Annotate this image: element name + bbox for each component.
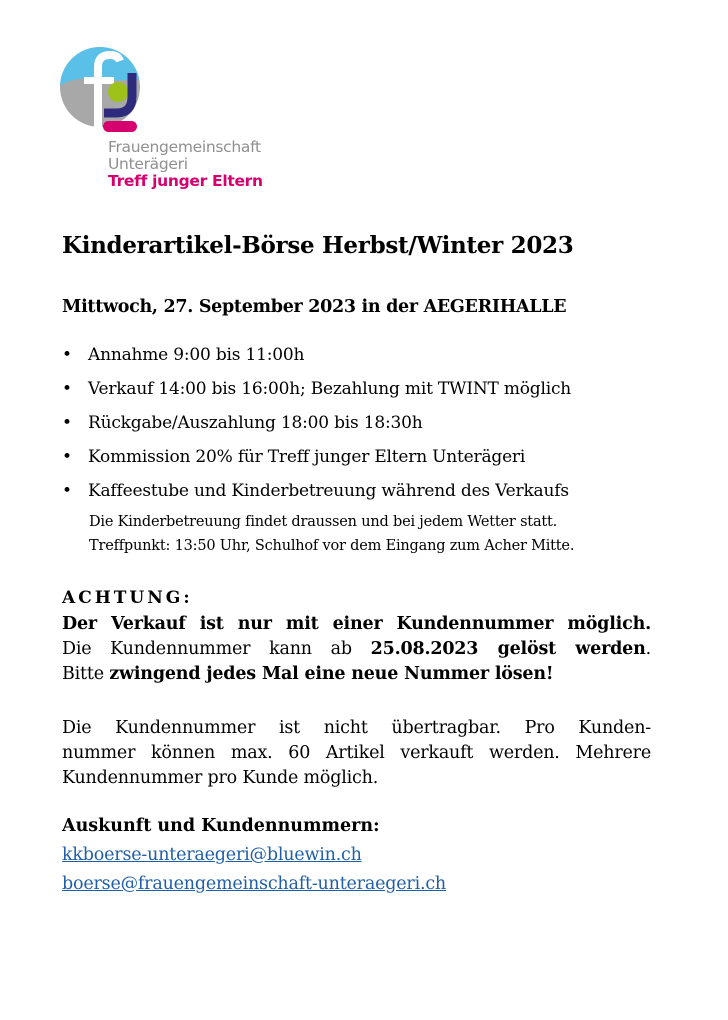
list-item: • Rückgabe/Auszahlung 18:00 bis 18:30h <box>62 406 662 440</box>
warning-line <box>62 637 651 662</box>
list-item: • Kaffeestube und Kinderbetreuung während des Verkaufs <box>62 474 662 508</box>
event-date-location: Mittwoch, 27. September 2023 in der AEGERIHALLE <box>62 297 567 317</box>
logo-line-organization: Frauengemeinschaft <box>108 138 261 156</box>
text-segment: . <box>645 639 651 659</box>
info-line: Kundennummer pro Kunde möglich. <box>62 768 379 788</box>
note-line: Die Kinderbetreuung findet draussen und bei jedem Wetter statt. <box>89 514 558 530</box>
logo-line-group: Treff junger Eltern <box>108 172 263 190</box>
logo-line-location: Unterägeri <box>108 155 188 173</box>
highlight-date: 25.08.2023 gelöst werden <box>370 639 646 659</box>
info-paragraph <box>62 716 651 791</box>
event-details-list <box>62 338 662 508</box>
highlight-instruction: zwingend jedes Mal eine neue Nummer lösen! <box>109 664 554 684</box>
warning-paragraph <box>62 612 651 687</box>
page-title: Kinderartikel-Börse Herbst/Winter 2023 <box>62 232 574 259</box>
warning-label: ACHTUNG: <box>62 588 193 608</box>
text-segment: Bitte <box>62 664 110 684</box>
info-line: Die Kundennummer ist nicht übertragbar. Pro Kunden- <box>62 718 651 738</box>
info-line: nummer können max. 60 Artikel verkauft werden. Mehrere <box>62 743 651 763</box>
list-item: • Verkauf 14:00 bis 16:00h; Bezahlung mit TWINT möglich <box>62 372 662 406</box>
note-line: Treffpunkt: 13:50 Uhr, Schulhof vor dem Eingang zum Acher Mitte. <box>89 538 575 554</box>
organization-logo <box>58 45 278 205</box>
list-item: • Annahme 9:00 bis 11:00h <box>62 338 662 372</box>
list-item: • Kommission 20% für Treff junger Eltern Unterägeri <box>62 440 662 474</box>
warning-line: Der Verkauf ist nur mit einer Kundennummer möglich. <box>62 614 651 634</box>
text-segment: Die Kundennummer kann ab <box>62 639 371 659</box>
contact-heading: Auskunft und Kundennummern: <box>62 816 380 836</box>
email-link-frauengemeinschaft[interactable]: boerse@frauengemeinschaft-unteraegeri.ch <box>62 874 446 894</box>
fg-logo-icon <box>58 45 158 145</box>
childcare-note <box>89 510 574 558</box>
email-link-bluewin[interactable]: kkboerse-unteraegeri@bluewin.ch <box>62 845 362 865</box>
logo-text <box>108 139 263 190</box>
warning-line <box>62 662 651 687</box>
